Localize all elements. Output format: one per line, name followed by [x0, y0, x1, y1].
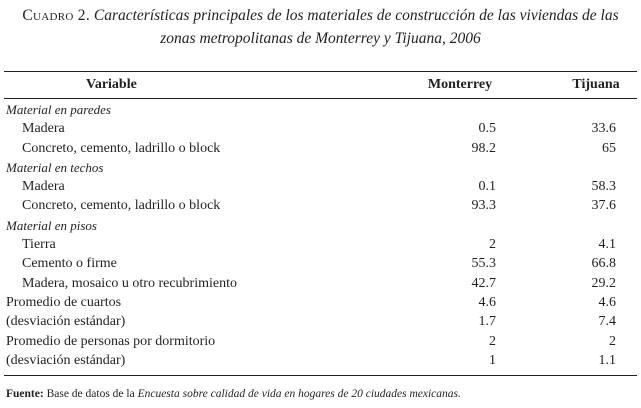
table-row: [0, 119, 641, 138]
table-row: [0, 139, 641, 158]
table-row: [0, 351, 641, 370]
cell-tijuana: 2: [609, 333, 616, 349]
cell-monterrey: 1: [489, 352, 496, 368]
cell-tijuana: 7.4: [598, 314, 616, 330]
cell-monterrey: 98.2: [471, 140, 496, 156]
table-row: [0, 235, 641, 254]
caption-title-line2: zonas metropolitanas de Monterrey y Tijuana, 2006: [160, 30, 481, 47]
table-row: [0, 274, 641, 293]
row-label: Promedio de cuartos: [6, 294, 122, 310]
cell-monterrey: 42.7: [471, 275, 496, 291]
row-label: Promedio de personas por dormitorio: [6, 333, 216, 349]
caption-title-line1: Características principales de los materiales de construcción de las viviendas de las: [93, 7, 619, 24]
header-variable: Variable: [86, 77, 137, 92]
row-label: Madera: [22, 121, 65, 137]
cell-monterrey: 0.5: [478, 121, 496, 137]
cell-monterrey: 0.1: [478, 179, 496, 195]
row-label: (desviación estándar): [6, 352, 126, 368]
table-body: [0, 100, 641, 370]
cell-tijuana: 65: [602, 140, 616, 156]
header-monterrey: Monterrey: [427, 77, 493, 92]
table-section-row: [0, 216, 641, 235]
source-text: Base de datos de la: [46, 388, 135, 400]
cell-monterrey: 2: [489, 333, 496, 349]
cell-tijuana: 58.3: [591, 179, 616, 195]
table-row: [0, 312, 641, 331]
table-bottom-rule: [4, 375, 637, 376]
row-label: (desviación estándar): [6, 314, 126, 330]
row-label: Cemento o firme: [22, 256, 117, 272]
table-row: [0, 293, 641, 312]
section-label: Material en paredes: [6, 102, 111, 117]
table-row: [0, 254, 641, 273]
table-row: [0, 332, 641, 351]
row-label: Madera, mosaico u otro recubrimiento: [22, 275, 237, 291]
cell-monterrey: 93.3: [471, 198, 496, 214]
row-label: Tierra: [22, 237, 56, 253]
cell-monterrey: 2: [489, 237, 496, 253]
source-survey-title: Encuesta sobre calidad de vida en hogares de 20 ciudades mexicanas.: [137, 388, 461, 400]
section-label: Material en techos: [6, 159, 104, 175]
caption-number: Cuadro 2.: [22, 7, 90, 24]
cell-monterrey: 4.6: [478, 294, 496, 310]
cell-tijuana: 4.6: [598, 294, 616, 310]
table-row: [0, 177, 641, 196]
table-top-rule: [4, 71, 637, 72]
table-row: [0, 196, 641, 215]
cell-tijuana: 37.6: [591, 198, 616, 214]
source-label: Fuente:: [6, 388, 44, 400]
header-tijuana: Tijuana: [572, 77, 620, 92]
table-section-row: [0, 158, 641, 177]
source-note: [6, 386, 461, 402]
cell-tijuana: 66.8: [591, 256, 616, 272]
cell-tijuana: 4.1: [598, 237, 616, 253]
cell-tijuana: 1.1: [598, 352, 616, 368]
table-header-rule: [4, 98, 637, 99]
row-label: Concreto, cemento, ladrillo o block: [22, 198, 221, 214]
cell-monterrey: 1.7: [478, 314, 496, 330]
section-label: Material en pisos: [6, 217, 97, 233]
cell-tijuana: 33.6: [591, 121, 616, 137]
row-label: Madera: [22, 179, 65, 195]
table-caption: [4, 4, 637, 50]
table-section-row: [0, 100, 641, 119]
cell-monterrey: 55.3: [471, 256, 496, 272]
cell-tijuana: 29.2: [591, 275, 616, 291]
row-label: Concreto, cemento, ladrillo o block: [22, 140, 221, 156]
